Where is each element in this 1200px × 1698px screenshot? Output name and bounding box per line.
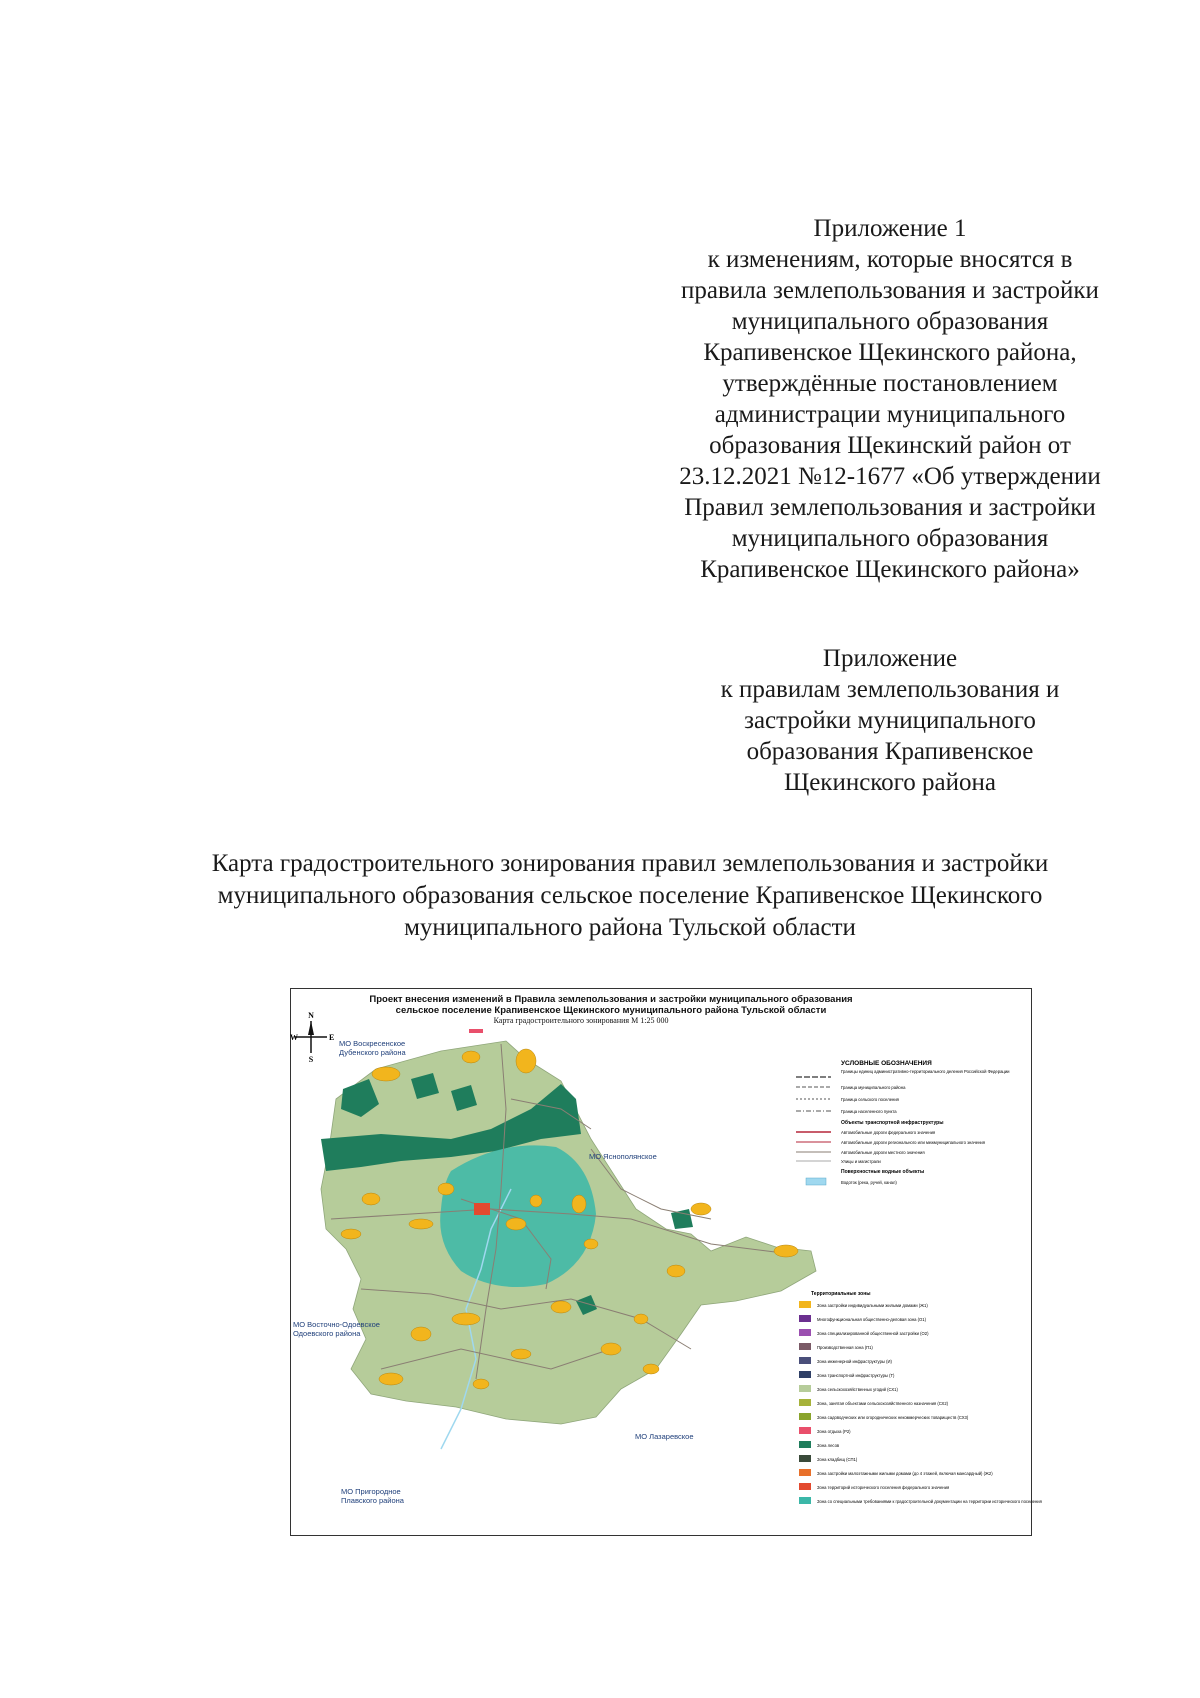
map-title-line: Карта градостроительного зонирования правил землепользования и застройки [211, 850, 1049, 877]
legend-zone-label: Зона застройки малоэтажными жилыми домами (до 4 этажей, включая мансардный) (Ж2) [817, 1471, 993, 1476]
legend-zone-label: Зона отдыха (Р2) [817, 1429, 851, 1434]
neighbor-label: Одоевского района [293, 1329, 361, 1338]
settlement [516, 1049, 536, 1073]
settlement [473, 1379, 489, 1389]
appendix-2-line: Приложение [822, 645, 958, 672]
legend-item: Автомобильные дороги местного значения [841, 1150, 925, 1155]
legend-item: Автомобильные дороги регионального или межмуниципального значения [841, 1140, 986, 1145]
appendix-1-line: утверждённые постановлением [722, 370, 1058, 397]
settlement [409, 1219, 433, 1229]
neighbor-label: МО Воскресенское [339, 1039, 406, 1048]
settlement [379, 1373, 403, 1385]
settlement [774, 1245, 798, 1257]
appendix-2-line: к правилам землепользования и [720, 676, 1060, 703]
legend-zones-title: Территориальные зоны [811, 1291, 871, 1297]
settlement [506, 1218, 526, 1230]
settlement [667, 1265, 685, 1277]
neighbor-label: Плавского района [341, 1496, 404, 1505]
legend-swatch [799, 1497, 811, 1504]
legend-swatch [799, 1371, 811, 1378]
settlement [643, 1364, 659, 1374]
appendix-1-line: муниципального образования [731, 525, 1049, 552]
legend-zone-label: Зона инженерной инфраструктуры (И) [817, 1359, 892, 1364]
compass-rose-icon [290, 1011, 334, 1064]
legend-swatch [799, 1357, 811, 1364]
recreation-zone [469, 1029, 483, 1033]
legend-item: Улицы и магистрали [841, 1159, 881, 1164]
settlement [691, 1203, 711, 1215]
settlement [572, 1195, 586, 1213]
legend-zones [799, 1291, 1042, 1504]
legend-zone-label: Зона лесов [817, 1443, 840, 1448]
legend-item: Поверхностные водные объекты [841, 1169, 925, 1175]
neighbor-label: Дубенского района [339, 1048, 406, 1057]
legend-swatch [799, 1343, 811, 1350]
legend-zone-label: Зона кладбищ (СП1) [817, 1457, 858, 1462]
legend-zone-label: Зона застройки индивидуальными жилыми домами (Ж1) [817, 1303, 928, 1308]
legend-title: УСЛОВНЫЕ ОБОЗНАЧЕНИЯ [841, 1060, 932, 1067]
town-center [474, 1203, 490, 1215]
settlement [584, 1239, 598, 1249]
neighbor-label: МО Восточно-Одоевское [293, 1320, 380, 1329]
legend-swatch [799, 1399, 811, 1406]
appendix-1-line: правила землепользования и застройки [681, 277, 1099, 304]
legend-swatch [799, 1385, 811, 1392]
appendix-1-line: к изменениям, которые вносятся в [707, 246, 1073, 273]
neighbor-label: МО Лазаревское [635, 1432, 694, 1441]
appendix-1-block [640, 213, 1140, 585]
appendix-1-line: образования Щекинский район от [709, 432, 1071, 459]
settlement [634, 1314, 648, 1324]
appendix-2-line: образования Крапивенское [746, 738, 1034, 765]
compass-e: E [329, 1033, 335, 1042]
settlement [530, 1195, 542, 1207]
legend-item: Граница сельского поселения [841, 1097, 899, 1102]
appendix-1-line: Крапивенское Щекинского района, [703, 339, 1077, 366]
legend-item: Объекты транспортной инфраструктуры [841, 1120, 944, 1126]
historic-settlement-zone [440, 1145, 596, 1287]
neighbor-label: МО Пригородное [341, 1487, 401, 1496]
map-title-line: муниципального образования сельское поселение Крапивенское Щекинского [217, 882, 1043, 909]
legend-swatch [799, 1413, 811, 1420]
appendix-2-block [640, 643, 1140, 798]
map-title [150, 848, 1110, 944]
settlement [438, 1183, 454, 1195]
appendix-1-line: Приложение 1 [813, 215, 967, 242]
neighbor-label: МО Яснополянское [589, 1152, 657, 1161]
legend-boundaries [796, 1060, 1010, 1185]
appendix-1-line: Крапивенское Щекинского района» [700, 556, 1080, 583]
settlement [341, 1229, 361, 1239]
legend-swatch [799, 1329, 811, 1336]
zoning-map [290, 988, 1042, 1536]
legend-swatch [799, 1427, 811, 1434]
settlement [362, 1193, 380, 1205]
settlement [452, 1313, 480, 1325]
map-title-line: муниципального района Тульской области [404, 914, 856, 941]
appendix-1-line: Правил землепользования и застройки [684, 494, 1096, 521]
legend-swatch [799, 1441, 811, 1448]
legend-item: Граница населенного пункта [841, 1109, 897, 1114]
legend-item: Водоток (река, ручей, канал) [841, 1180, 897, 1185]
legend-zone-label: Зона, занятая объектами сельскохозяйственного назначения (СХ2) [817, 1401, 949, 1406]
legend-swatch [799, 1455, 811, 1462]
legend-item: Граница муниципального района [841, 1085, 906, 1090]
legend-zone-label: Зона со специальными требованиями к градостроительной документации на территории исторического поселения [817, 1499, 1042, 1504]
map-subtitle: Карта градостроительного зонирования М 1:25 000 [493, 1016, 669, 1025]
legend-zone-label: Зона сельскохозяйственных угодий (СХ1) [817, 1387, 898, 1392]
territory-map [321, 1029, 816, 1449]
legend-swatch [799, 1483, 811, 1490]
legend-item: Автомобильные дороги федерального значения [841, 1130, 936, 1135]
appendix-2-line: Щекинского района [783, 769, 997, 796]
settlement [551, 1301, 571, 1313]
legend-swatch [799, 1469, 811, 1476]
legend-zone-label: Зона специализированной общественной застройки (О2) [817, 1331, 929, 1336]
legend-zone-label: Многофункциональная общественно-деловая зона (О1) [817, 1317, 927, 1322]
appendix-1-line: муниципального образования [731, 308, 1049, 335]
settlement [601, 1343, 621, 1355]
legend-item: Границы единиц административно-территориального деления Российской Федерации [841, 1069, 1010, 1074]
legend-zone-label: Зона транспортной инфраструктуры (Т) [817, 1373, 895, 1378]
legend-swatch [799, 1301, 811, 1308]
legend-swatch [799, 1315, 811, 1322]
settlement [372, 1067, 400, 1081]
settlement [411, 1327, 431, 1341]
appendix-2-line: застройки муниципального [744, 707, 1036, 734]
appendix-1-line: 23.12.2021 №12-1677 «Об утверждении [679, 463, 1101, 490]
compass-w: W [290, 1033, 298, 1042]
settlement [511, 1349, 531, 1359]
legend-zone-label: Производственная зона (П1) [817, 1345, 873, 1350]
legend-zone-label: Зона садоводческих или огороднических некоммерческих товариществ (СХ3) [817, 1415, 969, 1420]
map-header-line-1: Проект внесения изменений в Правила землепользования и застройки муниципального образования [369, 994, 853, 1005]
compass-n: N [308, 1011, 314, 1020]
zoning-map-svg [290, 989, 1042, 1535]
appendix-1-line: администрации муниципального [714, 401, 1066, 428]
map-header-line-2: сельское поселение Крапивенское Щекинского муниципального района Тульской области [395, 1005, 827, 1016]
compass-s: S [308, 1055, 314, 1064]
legend-zone-label: Зона территорий исторического поселения федерального значения [817, 1485, 950, 1490]
settlement [462, 1051, 480, 1063]
